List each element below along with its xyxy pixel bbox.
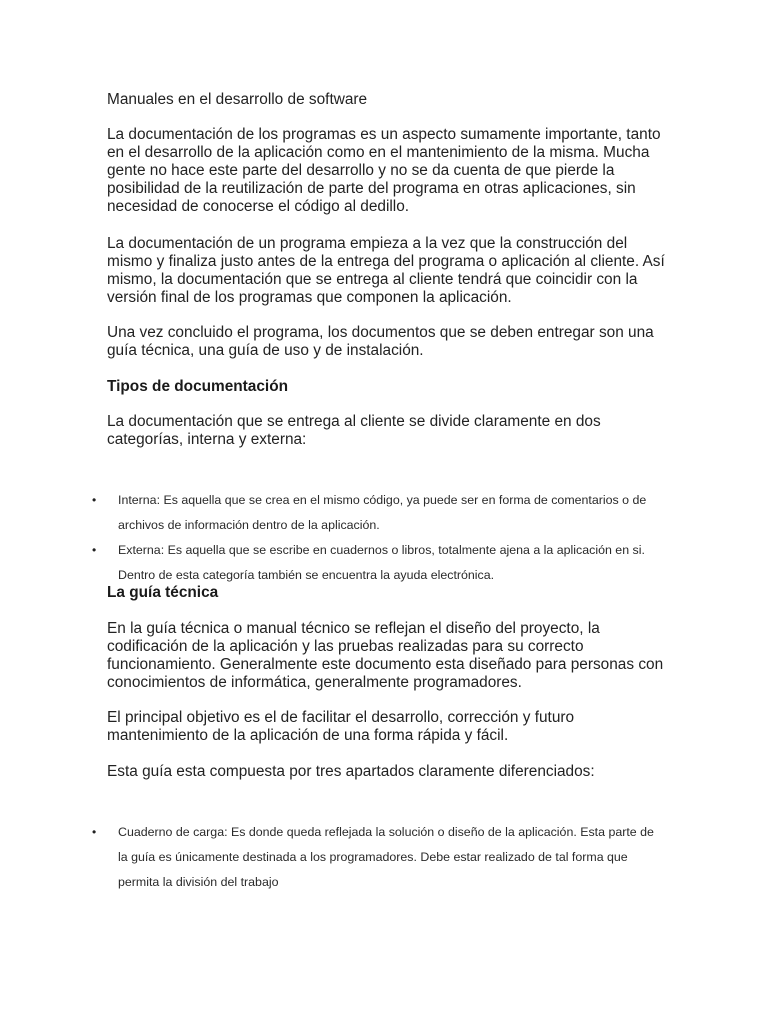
- list-item-text: Interna: Es aquella que se crea en el mismo código, ya puede ser en forma de comentarios o de archivos de información dentro de la aplicación.: [118, 493, 647, 532]
- bullet-icon: •: [92, 493, 97, 507]
- paragraph-timing: La documentación de un programa empieza a la vez que la construcción del mismo y finaliza justo antes de la entrega del programa o aplicación al cliente. Así mismo, la documentación que se entrega al cliente tendrá que coincidir con la versión final de los programas que componen la aplicación.: [107, 235, 665, 306]
- bullet-icon: •: [92, 825, 97, 839]
- paragraph-categories: La documentación que se entrega al cliente se divide claramente en dos categorías, interna y externa:: [107, 413, 601, 448]
- paragraph-deliverables: Una vez concluido el programa, los documentos que se deben entregar son una guía técnica, una guía de uso y de instalación.: [107, 324, 654, 359]
- paragraph-objective: El principal objetivo es el de facilitar el desarrollo, corrección y futuro mantenimiento de la aplicación de una forma rápida y fácil.: [107, 709, 575, 744]
- paragraph-importance: La documentación de los programas es un aspecto sumamente importante, tanto en el desarrollo de la aplicación como en el mantenimiento de la misma. Mucha gente no hace este parte del desarrollo y no se da cuenta de que pierde la posibilidad de la reutilización de parte del programa en otras aplicaciones, sin necesidad de conocerse el código al dedillo.: [107, 126, 661, 215]
- paragraph-guide-content: En la guía técnica o manual técnico se reflejan el diseño del proyecto, la codificación de la aplicación y las pruebas realizadas para su correcto funcionamiento. Generalmente este documento esta diseñado para personas con conocimientos de informática, generalmente programadores.: [107, 620, 664, 691]
- list-item-text: Externa: Es aquella que se escribe en cuadernos o libros, totalmente ajena a la aplicación en si. Dentro de esta categoría también se encuentra la ayuda electrónica.: [118, 543, 645, 582]
- heading-tipos-documentacion: Tipos de documentación: [107, 378, 289, 395]
- heading-guia-tecnica: La guía técnica: [107, 584, 219, 601]
- list-item-text: Cuaderno de carga: Es donde queda reflejada la solución o diseño de la aplicación. Esta parte de la guía es únicamente destinada a los programadores. Debe estar realizado de tal forma que permita la división del trabajo: [118, 825, 654, 889]
- paragraph-guide-sections: Esta guía esta compuesta por tres apartados claramente diferenciados:: [107, 763, 595, 780]
- document-title: Manuales en el desarrollo de software: [107, 91, 368, 108]
- bullet-icon: •: [92, 543, 97, 557]
